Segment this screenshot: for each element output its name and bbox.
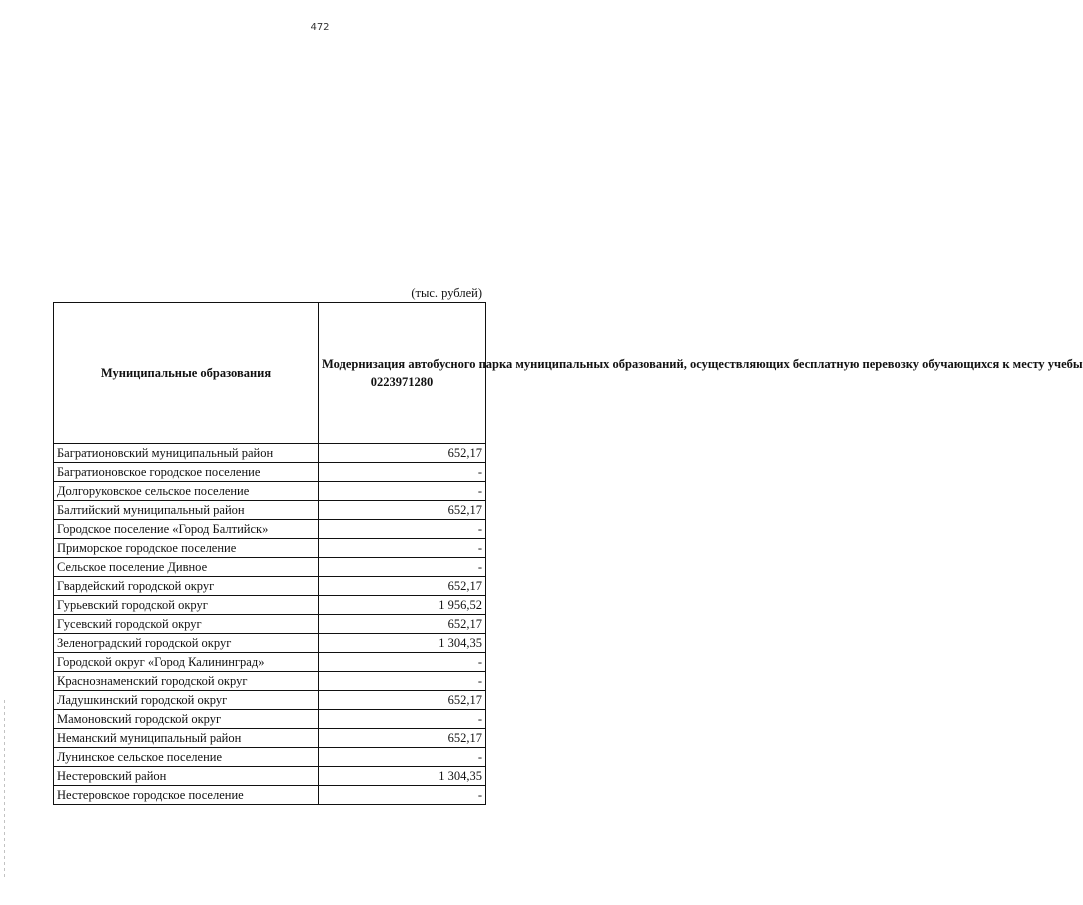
table-row: [54, 634, 486, 653]
table-row: [54, 577, 486, 596]
municipality-name: Лунинское сельское поселение: [54, 748, 319, 767]
header-modernization-text: Модернизация автобусного парка муниципальных образований, осуществляющих бесплатную перевозку обучающихся к месту учебы: [322, 357, 1083, 371]
header-municipalities: Муниципальные образования: [54, 303, 319, 444]
municipality-name: Зеленоградский городской округ: [54, 634, 319, 653]
municipality-name: Багратионовское городское поселение: [54, 463, 319, 482]
municipality-name: Городской округ «Город Калининград»: [54, 653, 319, 672]
allocation-value: -: [319, 710, 486, 729]
allocation-value: -: [319, 539, 486, 558]
table-row: [54, 482, 486, 501]
allocation-value: -: [319, 653, 486, 672]
table-row: [54, 615, 486, 634]
municipality-name: Гурьевский городской округ: [54, 596, 319, 615]
table-row: [54, 767, 486, 786]
municipality-name: Краснознаменский городской округ: [54, 672, 319, 691]
allocation-value: -: [319, 463, 486, 482]
municipality-name: Гусевский городской округ: [54, 615, 319, 634]
table-row: [54, 444, 486, 463]
allocation-value: -: [319, 520, 486, 539]
table-row: [54, 520, 486, 539]
table-row: [54, 539, 486, 558]
table-row: [54, 653, 486, 672]
table-row: [54, 786, 486, 805]
allocation-value: 652,17: [319, 577, 486, 596]
municipality-name: Долгоруковское сельское поселение: [54, 482, 319, 501]
header-modernization: [319, 303, 1083, 444]
municipality-name: Нестеровское городское поселение: [54, 786, 319, 805]
allocation-value: -: [319, 482, 486, 501]
municipality-name: Багратионовский муниципальный район: [54, 444, 319, 463]
municipality-name: Балтийский муниципальный район: [54, 501, 319, 520]
allocation-value: 1 956,52: [319, 596, 486, 615]
table-row: [54, 558, 486, 577]
municipality-name: Ладушкинский городской округ: [54, 691, 319, 710]
scan-edge-artifact: [4, 700, 5, 880]
table-row: [54, 748, 486, 767]
budget-table: [53, 302, 1083, 805]
table-row: [54, 710, 486, 729]
page-number: 472: [310, 22, 330, 33]
municipality-name: Гвардейский городской округ: [54, 577, 319, 596]
municipality-name: Сельское поселение Дивное: [54, 558, 319, 577]
header-budget-code: 0223971280: [370, 375, 434, 389]
municipality-name: Мамоновский городской округ: [54, 710, 319, 729]
table-row: [54, 691, 486, 710]
allocation-value: -: [319, 748, 486, 767]
allocation-value: -: [319, 672, 486, 691]
allocation-value: 1 304,35: [319, 634, 486, 653]
table-body: [54, 444, 486, 805]
allocation-value: 1 304,35: [319, 767, 486, 786]
allocation-value: 652,17: [319, 444, 486, 463]
allocation-value: -: [319, 558, 486, 577]
allocation-value: 652,17: [319, 691, 486, 710]
table-row: [54, 463, 486, 482]
allocation-value: 652,17: [319, 729, 486, 748]
units-label: (тыс. рублей): [411, 286, 482, 300]
table-row: [54, 501, 486, 520]
municipality-name: Нестеровский район: [54, 767, 319, 786]
municipality-name: Приморское городское поселение: [54, 539, 319, 558]
table-row: [54, 672, 486, 691]
table-row: [54, 596, 486, 615]
allocation-value: 652,17: [319, 501, 486, 520]
allocation-value: -: [319, 786, 486, 805]
municipality-name: Городское поселение «Город Балтийск»: [54, 520, 319, 539]
municipality-name: Неманский муниципальный район: [54, 729, 319, 748]
table-row: [54, 729, 486, 748]
table-header-row: [54, 303, 486, 444]
allocation-value: 652,17: [319, 615, 486, 634]
